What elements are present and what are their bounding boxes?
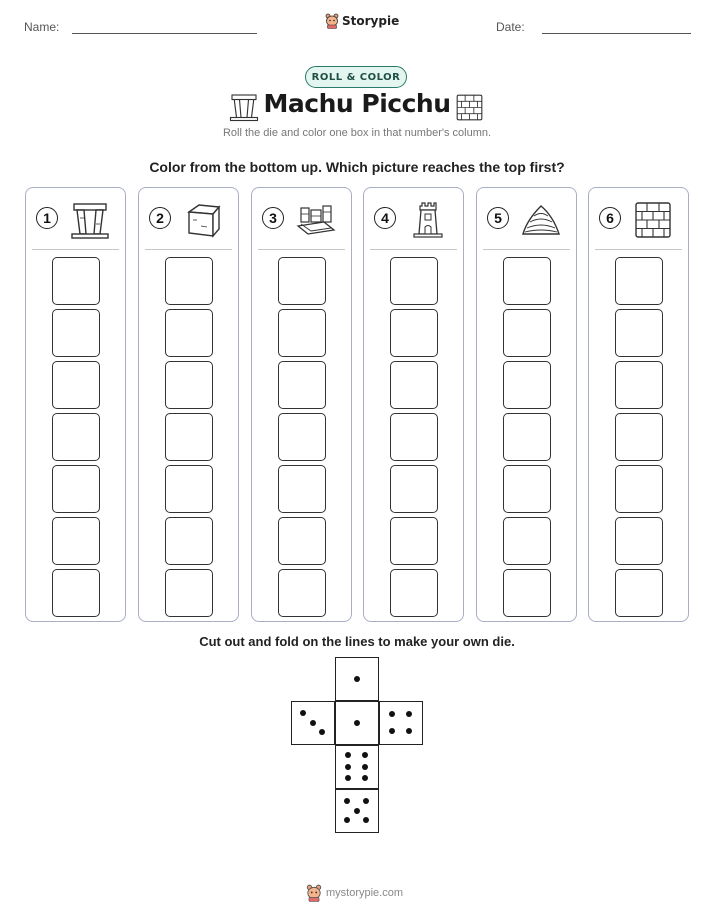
footer-site: mystorypie.com	[326, 887, 404, 899]
column-divider	[32, 249, 119, 250]
die-pip	[310, 720, 316, 726]
color-box[interactable]	[52, 257, 100, 305]
brick-wall-icon	[633, 200, 673, 240]
color-box[interactable]	[503, 413, 551, 461]
color-box[interactable]	[52, 465, 100, 513]
color-box[interactable]	[615, 309, 663, 357]
column-1	[25, 187, 126, 622]
die-pip	[363, 817, 369, 823]
column-divider	[483, 249, 570, 250]
column-4	[363, 187, 464, 622]
color-box[interactable]	[615, 465, 663, 513]
column-6	[588, 187, 689, 622]
column-number: 6	[599, 207, 621, 229]
color-box[interactable]	[390, 517, 438, 565]
die-pip	[363, 798, 369, 804]
color-box[interactable]	[52, 517, 100, 565]
color-box[interactable]	[503, 309, 551, 357]
die-face	[335, 701, 379, 745]
color-box[interactable]	[165, 569, 213, 617]
color-box[interactable]	[615, 257, 663, 305]
die-pip	[344, 798, 350, 804]
column-number: 2	[149, 207, 171, 229]
color-box[interactable]	[615, 361, 663, 409]
die-pip	[354, 676, 360, 682]
column-5	[476, 187, 577, 622]
terraced-hill-icon	[521, 200, 561, 240]
color-box[interactable]	[390, 309, 438, 357]
column-3	[251, 187, 352, 622]
color-box[interactable]	[503, 465, 551, 513]
die-face	[335, 657, 379, 701]
color-box[interactable]	[615, 517, 663, 565]
color-box[interactable]	[165, 361, 213, 409]
die-pip	[362, 752, 368, 758]
color-box[interactable]	[278, 309, 326, 357]
column-divider	[258, 249, 345, 250]
color-box[interactable]	[503, 569, 551, 617]
color-box[interactable]	[503, 517, 551, 565]
stone-gateway-icon	[70, 200, 110, 240]
color-box[interactable]	[390, 465, 438, 513]
color-box[interactable]	[278, 569, 326, 617]
name-field[interactable]	[72, 33, 257, 34]
page-subtitle: Roll the die and color one box in that number's column.	[222, 127, 492, 139]
name-label: Name:	[24, 20, 60, 34]
storypie-mascot-icon	[325, 13, 339, 29]
ruins-terrace-icon	[296, 200, 336, 240]
color-box[interactable]	[165, 257, 213, 305]
stone-block-icon	[183, 200, 223, 240]
color-box[interactable]	[165, 413, 213, 461]
column-divider	[145, 249, 232, 250]
color-box[interactable]	[52, 309, 100, 357]
die-pip	[300, 710, 306, 716]
column-number: 1	[36, 207, 58, 229]
die-instruction: Cut out and fold on the lines to make your own die.	[199, 634, 515, 649]
die-pip	[362, 764, 368, 770]
color-box[interactable]	[52, 569, 100, 617]
color-box[interactable]	[278, 465, 326, 513]
stone-tower-icon	[408, 200, 448, 240]
die-pip	[345, 775, 351, 781]
color-box[interactable]	[390, 257, 438, 305]
color-box[interactable]	[390, 361, 438, 409]
die-face	[335, 789, 379, 833]
activity-badge: ROLL & COLOR	[305, 66, 407, 88]
color-box[interactable]	[278, 257, 326, 305]
color-box[interactable]	[52, 361, 100, 409]
color-box[interactable]	[165, 309, 213, 357]
die-pip	[354, 720, 360, 726]
column-number: 5	[487, 207, 509, 229]
color-box[interactable]	[390, 413, 438, 461]
die-pip	[345, 752, 351, 758]
color-box[interactable]	[278, 413, 326, 461]
color-box[interactable]	[615, 413, 663, 461]
die-face	[379, 701, 423, 745]
color-box[interactable]	[52, 413, 100, 461]
column-2	[138, 187, 239, 622]
coloring-instruction: Color from the bottom up. Which picture reaches the top first?	[149, 159, 565, 175]
color-box[interactable]	[503, 361, 551, 409]
die-pip	[389, 711, 395, 717]
color-box[interactable]	[615, 569, 663, 617]
die-pip	[406, 728, 412, 734]
die-pip	[345, 764, 351, 770]
die-face	[335, 745, 379, 789]
brand-logo	[325, 13, 399, 29]
die-pip	[344, 817, 350, 823]
die-face	[291, 701, 335, 745]
color-box[interactable]	[165, 465, 213, 513]
footer	[306, 884, 403, 902]
die-pip	[319, 729, 325, 735]
column-divider	[595, 249, 682, 250]
color-box[interactable]	[278, 361, 326, 409]
storypie-mascot-icon	[306, 884, 322, 902]
column-number: 4	[374, 207, 396, 229]
color-box[interactable]	[503, 257, 551, 305]
color-box[interactable]	[165, 517, 213, 565]
die-pip	[362, 775, 368, 781]
brick-wall-icon	[455, 93, 484, 122]
color-box[interactable]	[390, 569, 438, 617]
die-pip	[406, 711, 412, 717]
column-number: 3	[262, 207, 284, 229]
column-divider	[370, 249, 457, 250]
color-box[interactable]	[278, 517, 326, 565]
page-title: Machu Picchu	[263, 89, 451, 118]
brand-name: Storypie	[342, 14, 400, 28]
die-pip	[389, 728, 395, 734]
date-label: Date:	[496, 20, 525, 34]
die-pip	[354, 808, 360, 814]
date-field[interactable]	[542, 33, 691, 34]
